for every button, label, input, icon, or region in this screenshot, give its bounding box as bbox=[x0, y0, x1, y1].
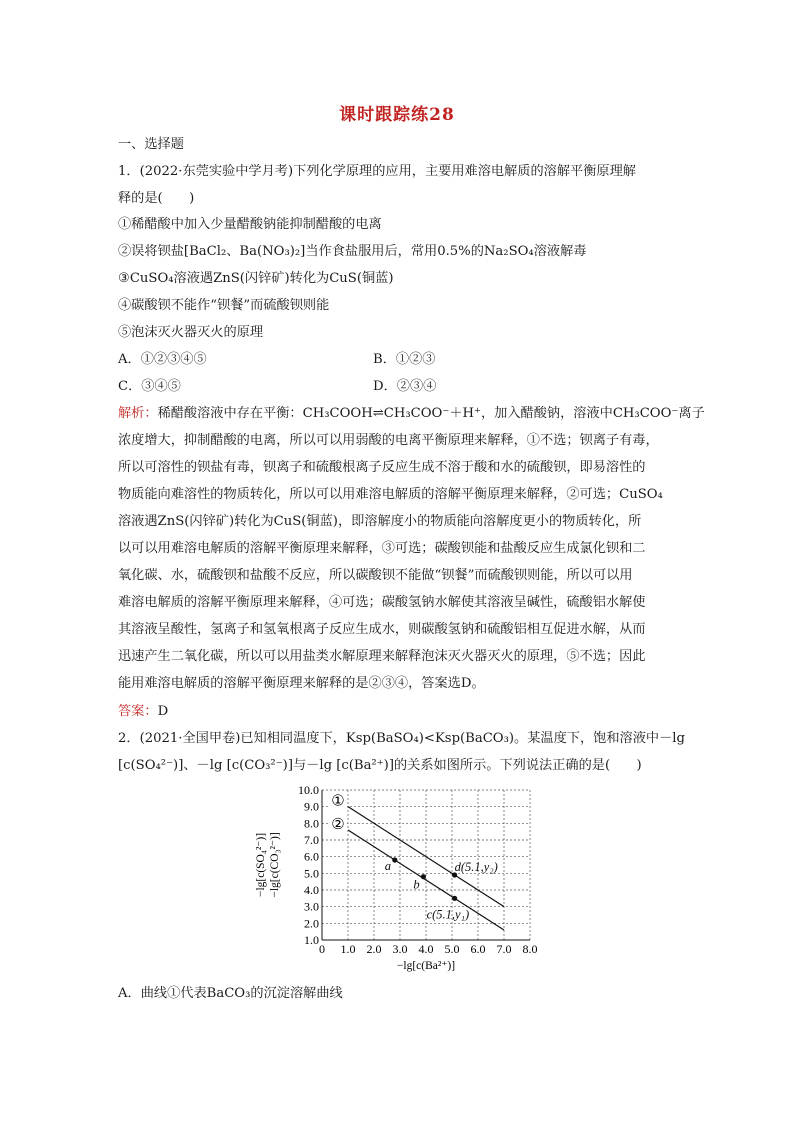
analysis-line bbox=[118, 405, 705, 423]
analysis-line: 难溶电解质的溶解平衡原理来解释，④可选；碳酸氢钠水解使其溶液呈碱性，硫酸铝水解使 bbox=[118, 595, 646, 610]
chart-svg bbox=[250, 782, 550, 977]
x-tick-label: 5.0 bbox=[444, 942, 460, 956]
q1-option-b: B．①②③ bbox=[373, 352, 436, 367]
analysis-label: 解析： bbox=[118, 406, 158, 421]
point-label: c(5.1,y₁) bbox=[426, 907, 470, 922]
point-0 bbox=[392, 857, 397, 862]
analysis-line: 氧化碳、水，硫酸钡和盐酸不反应，所以碳酸钡不能做“钡餐”而硫酸钡则能，所以可以用 bbox=[118, 568, 633, 583]
y-tick-label: 1.0 bbox=[304, 933, 319, 947]
q1-item-2: ②误将钡盐[BaCl₂、Ba(NO₃)₂]当作食盐服用后，常用0.5%的Na₂SO₄溶液解毒 bbox=[118, 244, 587, 259]
point-1 bbox=[421, 874, 426, 879]
y-tick-label: 4.0 bbox=[304, 883, 319, 897]
y-tick-label: 6.0 bbox=[304, 849, 319, 864]
y-tick-label: 10.0 bbox=[298, 783, 319, 797]
q1-stem-line-1: 1．(2022·东莞实验中学月考)下列化学原理的应用，主要用难溶电解质的溶解平衡原理解 bbox=[118, 164, 636, 179]
analysis-line: 能用难溶电解质的溶解平衡原理来解释的是②③④，答案选D。 bbox=[118, 676, 485, 691]
q1-option-c: C．③④⑤ bbox=[118, 379, 181, 394]
y-axis-label-2: −lg[c(CO₃²⁻)] bbox=[269, 832, 281, 898]
x-tick-label: 6.0 bbox=[470, 942, 486, 956]
x-tick-label: 2.0 bbox=[366, 942, 382, 956]
analysis-text: 稀醋酸溶液中存在平衡：CH₃COOH⇌CH₃COO⁻＋H⁺，加入醋酸钠，溶液中CH₃COO⁻离子 bbox=[157, 406, 705, 421]
q2-stem-line-2: [c(SO₄²⁻)]、－lg [c(CO₃²⁻)]与－lg [c(Ba²⁺)]的关系如图所示。下列说法正确的是( ) bbox=[118, 758, 642, 773]
answer-label: 答案： bbox=[118, 704, 158, 719]
section-heading: 一、选择题 bbox=[118, 137, 184, 152]
q1-option-d: D．②③④ bbox=[373, 379, 437, 394]
q1-item-3: ③CuSO₄溶液遇ZnS(闪锌矿)转化为CuS(铜蓝) bbox=[118, 271, 394, 286]
q1-item-1: ①稀醋酸中加入少量醋酸钠能抑制醋酸的电离 bbox=[118, 217, 382, 232]
analysis-line: 溶液遇ZnS(闪锌矿)转化为CuS(铜蓝)，即溶解度小的物质能向溶解度更小的物质转化，所 bbox=[118, 514, 642, 529]
q2-stem-line-1: 2．(2021·全国甲卷)已知相同温度下，Ksp(BaSO₄)<Ksp(BaCO₃)。某温度下，饱和溶液中－lg bbox=[118, 731, 685, 746]
answer-value: D bbox=[157, 704, 169, 719]
analysis-line: 迅速产生二氧化碳，所以可以用盐类水解原理来解释泡沫灭火器灭火的原理，⑤不选；因此 bbox=[118, 649, 646, 664]
analysis-line: 其溶液呈酸性，氢离子和氢氧根离子反应生成水，则碳酸氢钠和硫酸铝相互促进水解，从而 bbox=[118, 622, 646, 637]
y-tick-label: 8.0 bbox=[304, 816, 319, 831]
x-tick-label: 3.0 bbox=[392, 942, 408, 956]
x-tick-label: 8.0 bbox=[522, 942, 538, 956]
q1-item-4: ④碳酸钡不能作“钡餐”而硫酸钡则能 bbox=[118, 298, 330, 313]
y-tick-label: 2.0 bbox=[304, 916, 319, 931]
x-tick-label: 1.0 bbox=[340, 942, 356, 956]
curve-label-1: ① bbox=[331, 793, 345, 810]
analysis-line: 浓度增大，抑制醋酸的电离，所以可以用弱酸的电离平衡原理来解释，①不选；钡离子有毒， bbox=[118, 433, 659, 448]
x-tick-label: 7.0 bbox=[496, 942, 512, 956]
point-label: b bbox=[413, 877, 420, 892]
x-tick-label: 0 bbox=[319, 942, 325, 956]
curve-label-2: ② bbox=[331, 817, 345, 833]
q1-item-5: ⑤泡沫灭火器灭火的原理 bbox=[118, 325, 264, 340]
point-label: d(5.1,y₂) bbox=[454, 860, 498, 874]
q2-option-a: A．曲线①代表BaCO₃的沉淀溶解曲线 bbox=[118, 986, 343, 1001]
point-label: a bbox=[384, 859, 392, 873]
answer-line bbox=[118, 703, 168, 721]
page-title: 课时跟踪练28 bbox=[339, 105, 455, 125]
x-axis-label: −lg[c(Ba²⁺)] bbox=[396, 960, 456, 972]
q1-stem-line-2: 释的是( ) bbox=[118, 191, 195, 206]
y-tick-label: 3.0 bbox=[304, 899, 319, 914]
analysis-line: 物质能向难溶性的物质转化，所以可以用难溶电解质的溶解平衡原理来解释，②可选；CuSO₄ bbox=[118, 487, 663, 502]
point-2 bbox=[452, 896, 457, 901]
q1-option-a: A．①②③④⑤ bbox=[118, 352, 207, 367]
y-tick-label: 9.0 bbox=[304, 799, 319, 814]
analysis-line: 所以可溶性的钡盐有毒，钡离子和硫酸根离子反应生成不溶于酸和水的硫酸钡，即易溶性的 bbox=[118, 460, 646, 475]
solubility-chart bbox=[250, 782, 550, 981]
y-tick-label: 5.0 bbox=[304, 866, 319, 881]
y-axis-label-1: −lg[c(SO₄²⁻)] bbox=[255, 832, 267, 898]
analysis-line: 以可以用难溶电解质的溶解平衡原理来解释，③可选；碳酸钡能和盐酸反应生成氯化钡和二 bbox=[118, 541, 646, 556]
x-tick-label: 4.0 bbox=[418, 942, 434, 956]
y-tick-label: 7.0 bbox=[304, 833, 319, 847]
